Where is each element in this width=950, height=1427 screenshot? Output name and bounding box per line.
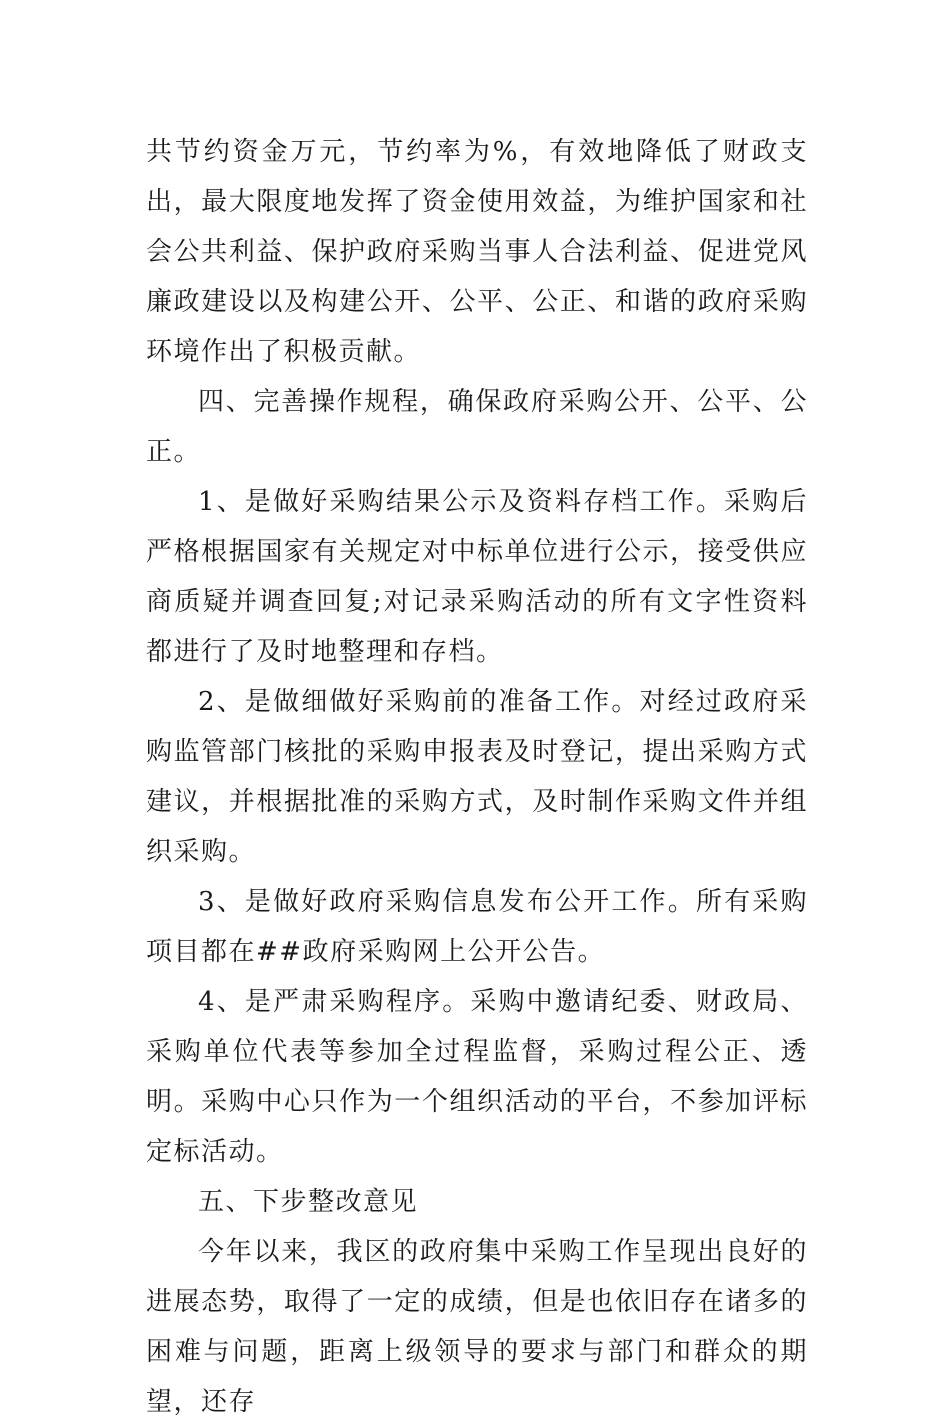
section-heading-five: 五、下步整改意见 <box>198 1187 419 1217</box>
paragraph-next-steps: 今年以来，我区的政府集中采购工作呈现出良好的进展态势，取得了一定的成绩，但是也依旧存在诸多的困难与问题，距离上级领导的要求与部门和群众的期望，还存 <box>146 1237 808 1417</box>
document-body <box>146 127 808 1427</box>
paragraph-item-1: 1、是做好采购结果公示及资料存档工作。采购后严格根据国家有关规定对中标单位进行公示，接受供应商质疑并调查回复;对记录采购活动的所有文字性资料都进行了及时地整理和存档。 <box>146 487 808 667</box>
paragraph-savings-summary: 共节约资金万元，节约率为%，有效地降低了财政支出，最大限度地发挥了资金使用效益，为维护国家和社会公共利益、保护政府采购当事人合法利益、促进党风廉政建设以及构建公开、公平、公正、和谐的政府采购环境作出了积极贡献。 <box>146 137 808 367</box>
paragraph-item-4: 4、是严肃采购程序。采购中邀请纪委、财政局、采购单位代表等参加全过程监督，采购过程公正、透明。采购中心只作为一个组织活动的平台，不参加评标定标活动。 <box>146 987 808 1167</box>
paragraph-item-3: 3、是做好政府采购信息发布公开工作。所有采购项目都在##政府采购网上公开公告。 <box>146 887 808 967</box>
section-heading-four: 四、完善操作规程，确保政府采购公开、公平、公正。 <box>146 387 808 467</box>
paragraph-item-2: 2、是做细做好采购前的准备工作。对经过政府采购监管部门核批的采购申报表及时登记，提出采购方式建议，并根据批准的采购方式，及时制作采购文件并组织采购。 <box>146 687 808 867</box>
